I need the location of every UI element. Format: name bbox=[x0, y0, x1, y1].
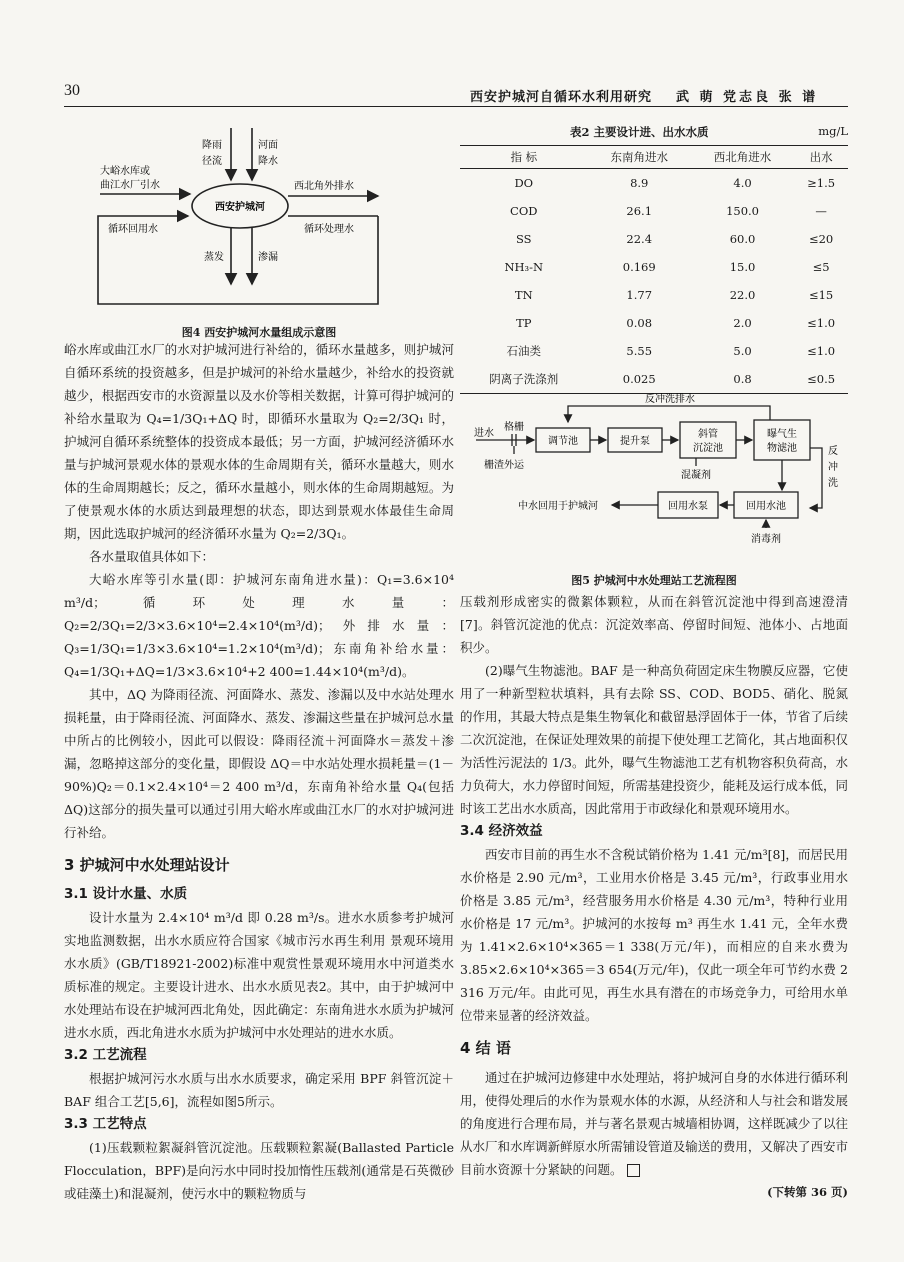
fig5-reuse-pump: 回用水泵 bbox=[668, 501, 708, 512]
table-cell: 22.4 bbox=[626, 232, 653, 246]
fig5-grille-station: 栅渣外运 bbox=[484, 460, 524, 471]
fig5-process-flow-diagram bbox=[470, 388, 846, 566]
fig4-rain-label-2: 径流 bbox=[202, 156, 222, 167]
fig4-evap-label: 蒸发 bbox=[204, 252, 224, 263]
fig5-regulating-tank: 调节池 bbox=[548, 436, 578, 447]
table-row bbox=[460, 225, 848, 253]
table-cell: 0.169 bbox=[622, 260, 656, 274]
right-paragraph-3: 西安市目前的再生水不含税试销价格为 1.41 元/m³[8]，而居民用水价格是 2.90 元/m³，工业用水价格是 3.45 元/m³，行政事业用水价格是 3.85 元/m³，经营服务用水价格是 4.30 元/m³，特种行业用水价格是 17 元/m³。护城河的水按每 m³ 再生水 1.41 元，全年水费为 1.41×2.6×10⁴×365＝1 338(万元/年)，而相应的自来水费为 3.85×2.6×10⁴×365＝3 654(万元/年)，仅此一项全年可节约水费 2 316 万元/年。由此可见，再生水具有潜在的市场竞争力，可给用水单位带来显著的经济效益。 bbox=[460, 847, 848, 1023]
section-3-4-heading: 3.4 经济效益 bbox=[460, 823, 543, 839]
fig4-rain-label-1: 降雨 bbox=[202, 140, 222, 151]
table-cell: ≤5 bbox=[812, 260, 830, 274]
right-paragraph-1: 压载剂形成密实的微絮体颗粒，从而在斜管沉淀池中得到高速澄清[7]。斜管沉淀池的优点：沉淀效率高、停留时间短、池体小、占地面积少。 bbox=[460, 594, 848, 655]
fig5-backwash-drain: 反冲洗排水 bbox=[645, 394, 695, 405]
right-paragraph-4 bbox=[460, 1066, 848, 1181]
table-cell: 0.08 bbox=[626, 316, 653, 330]
fig5-disinfectant: 消毒剂 bbox=[751, 534, 781, 545]
table2-title-row bbox=[460, 124, 848, 140]
table-cell: ≤1.0 bbox=[807, 316, 836, 330]
fig5-inflow: 进水 bbox=[474, 428, 494, 439]
table-cell: 1.77 bbox=[626, 288, 653, 302]
fig5-backwash-2: 冲 bbox=[828, 462, 838, 473]
table-cell: 5.55 bbox=[626, 344, 653, 358]
table2-header-southeast: 东南角进水 bbox=[588, 146, 691, 169]
left-paragraph-2: 各水量取值具体如下： bbox=[89, 549, 215, 564]
table-row bbox=[460, 337, 848, 365]
end-mark-icon bbox=[627, 1164, 640, 1177]
fig5-backwash-1: 反 bbox=[828, 446, 838, 457]
table-cell: DO bbox=[514, 176, 534, 190]
table-cell: ≥1.5 bbox=[807, 176, 836, 190]
table-cell: ≤20 bbox=[808, 232, 834, 246]
table-cell: 150.0 bbox=[726, 204, 759, 218]
fig5-caption: 图5 护城河中水处理站工艺流程图 bbox=[571, 574, 737, 587]
table-row bbox=[460, 309, 848, 337]
table2-header-indicator: 指 标 bbox=[460, 146, 588, 169]
fig4-drain-label: 西北角外排水 bbox=[294, 181, 354, 192]
left-paragraph-6: 根据护城河污水水质与出水水质要求，确定采用 BPF 斜管沉淀＋BAF 组合工艺[5,6]，流程如图5所示。 bbox=[64, 1071, 454, 1109]
fig5-baf-2: 物滤池 bbox=[767, 443, 797, 454]
left-paragraph-1: 峪水库或曲江水厂的水对护城河进行补给的，循环水量越多，则护城河自循环系统的投资越多，但是护城河的补给水量越少，补给水的投资就越少，根据西安市的水资源量以及水价等相关数据，计算可得护城河的补给水量取为 Q₄=1/3Q₁+ΔQ 时，即循环水量取为 Q₂=2/3Q₁ 时，护城河自循环系统整体的投资成本最低；另一方面，护城河经济循环水量与护城河景观水体的景观水体的生命周期有关，循环水量越大，则水体的生命周期越长；反之，循环水量越小，则水体的生命周期越短。为了使景观水体的水质达到最理想的状态，即达到景观水体最佳生命周期，因此选取护城河的经济循环水量为 Q₂=2/3Q₁。 bbox=[64, 342, 454, 541]
table2-unit: mg/L bbox=[818, 124, 848, 138]
table-cell: 60.0 bbox=[729, 232, 756, 246]
left-paragraph-5: 设计水量为 2.4×10⁴ m³/d 即 0.28 m³/s。进水水质参考护城河实地监测数据，出水水质应符合国家《城市污水再生利用 景观环境用水水质》(GB/T18921-2002)标准中观赏性景观环境用水中河道类水质标准的规定。主要设计进水、出水水质见表2。其中，由于护城河中水处理站布设在护城河西北角处，因此确定：东南角进水水质为护城河进水水质，西北角进水水质为护城河中水处理站的进水水质。 bbox=[64, 910, 454, 1040]
table-cell: NH₃-N bbox=[504, 260, 544, 274]
table-row bbox=[460, 169, 848, 198]
section-3-3-heading: 3.3 工艺特点 bbox=[64, 1116, 147, 1132]
fig4-river-label-2: 降水 bbox=[258, 156, 278, 167]
fig5-inclined-tube-2: 沉淀池 bbox=[693, 443, 723, 454]
table-cell: 8.9 bbox=[630, 176, 649, 190]
continued-note: (下转第 36 页) bbox=[767, 1185, 848, 1199]
table-cell: 阴离子洗涤剂 bbox=[460, 365, 588, 394]
section-3-heading: 3 护城河中水处理站设计 bbox=[64, 856, 230, 874]
table-cell: — bbox=[815, 204, 827, 218]
table-cell: 5.0 bbox=[733, 344, 752, 358]
fig4-water-balance-diagram bbox=[88, 124, 448, 316]
fig5-inclined-tube-1: 斜管 bbox=[698, 429, 718, 440]
table-cell: 15.0 bbox=[729, 260, 756, 274]
header-rule bbox=[64, 106, 848, 107]
conclusion-text: 通过在护城河边修建中水处理站，将护城河自身的水体进行循环利用，使得处理后的水作为景观水体的水源，从经济和人与社会和谐发展的角度进行合理布局，并与著名景观古城墙相协调，这样既减少了以往从水厂和水库调新鲜原水所需铺设管道及输送的费用，又解决了西安市目前水资源十分紧缺的问题。 bbox=[460, 1070, 848, 1177]
table-cell: ≤0.5 bbox=[794, 365, 848, 394]
fig5-coagulant: 混凝剂 bbox=[681, 470, 711, 481]
section-3-1-heading: 3.1 设计水量、水质 bbox=[64, 886, 188, 902]
fig4-reservoir-label-2: 曲江水厂引水 bbox=[100, 180, 160, 191]
running-title: 西安护城河自循环水利用研究 bbox=[470, 90, 653, 105]
table-cell: COD bbox=[510, 204, 538, 218]
table-cell: ≤15 bbox=[808, 288, 834, 302]
fig4-river-label-1: 河面 bbox=[258, 140, 278, 151]
fig5-baf-1: 曝气生 bbox=[767, 429, 797, 440]
table-cell: 0.8 bbox=[691, 365, 794, 394]
fig5-lift-pump: 提升泵 bbox=[620, 436, 650, 447]
table-cell: SS bbox=[516, 232, 532, 246]
table-cell: TN bbox=[514, 288, 533, 302]
fig4-seep-label: 渗漏 bbox=[258, 252, 278, 263]
running-authors: 武 萌 党志良 张 谱 bbox=[676, 90, 819, 105]
right-paragraph-2: (2)曝气生物滤池。BAF 是一种高负荷固定床生物膜反应器，它使用了一种新型粒状填料，具有去除 SS、COD、BOD5、硝化、脱氮的作用，其最大特点是集生物氧化和截留悬浮固体于一体，节省了后续二次沉淀池，在保证处理效果的前提下使处理工艺简化，其占地面积仅为活性污泥法的 1/3。此外，曝气生物滤池工艺有机物容积负荷高，水力负荷大，水力停留时间短，所需基建投资少，能耗及运行成本低，同时该工艺出水水质高，因此常用于市政绿化和景观环境用水。 bbox=[460, 663, 848, 816]
left-paragraph-3: 大峪水库等引水量(即：护城河东南角进水量)：Q₁=3.6×10⁴ m³/d；循环处理水量：Q₂=2/3Q₁=2/3×3.6×10⁴=2.4×10⁴(m³/d)；外排水量：Q₃=1/3Q₁=1/3×3.6×10⁴=1.2×10⁴(m³/d)；东南角补给水量：Q₄=1/3Q₁+ΔQ=1/3×3.6×10⁴+2 400=1.44×10⁴(m³/d)。 bbox=[64, 572, 454, 679]
table-row bbox=[460, 281, 848, 309]
section-3-2-heading: 3.2 工艺流程 bbox=[64, 1047, 147, 1063]
table-row bbox=[460, 197, 848, 225]
fig5-grille: 格栅 bbox=[504, 422, 524, 433]
table-cell: 4.0 bbox=[733, 176, 752, 190]
table-cell: ≤1.0 bbox=[807, 344, 836, 358]
table-cell: TP bbox=[516, 316, 532, 330]
table-cell: 22.0 bbox=[729, 288, 756, 302]
left-column bbox=[64, 338, 454, 1205]
table-row bbox=[460, 253, 848, 281]
fig4-reservoir-label-1: 大峪水库或 bbox=[100, 166, 150, 177]
table2-header-outflow: 出水 bbox=[794, 146, 848, 169]
table2-water-quality bbox=[460, 145, 848, 394]
fig4-center-label: 西安护城河 bbox=[215, 202, 265, 213]
section-4-heading: 4 结 语 bbox=[460, 1039, 511, 1057]
fig4-caption: 图4 西安护城河水量组成示意图 bbox=[181, 326, 337, 339]
table-cell: 石油类 bbox=[506, 344, 542, 358]
table-cell: 0.025 bbox=[588, 365, 691, 394]
page-number: 30 bbox=[64, 82, 80, 99]
fig5-backwash-3: 洗 bbox=[828, 478, 838, 489]
left-paragraph-7: (1)压载颗粒絮凝斜管沉淀池。压载颗粒絮凝(Ballasted Particle Flocculation，BPF)是向污水中同时投加惰性压载剂(通常是石英微砂或硅藻土)和混凝剂，使污水中的颗粒物质与 bbox=[64, 1140, 454, 1201]
fig4-treated-label: 循环处理水 bbox=[304, 224, 354, 235]
table2-header-northwest: 西北角进水 bbox=[691, 146, 794, 169]
table-cell: 2.0 bbox=[733, 316, 752, 330]
fig5-reuse-output: 中水回用于护城河 bbox=[518, 501, 598, 512]
right-column bbox=[460, 590, 848, 1204]
left-paragraph-4: 其中，ΔQ 为降雨径流、河面降水、蒸发、渗漏以及中水站处理水损耗量，由于降雨径流、河面降水、蒸发、渗漏这些量在护城河总水量中所占的比例较小，因此可以假设：降雨径流＋河面降水＝蒸发＋渗漏，忽略掉这部分的变化量，即假设 ΔQ＝中水站处理水损耗量＝(1－90%)Q₂＝0.1×2.4×10⁴＝2 400 m³/d，东南角补给水量 Q₄(包括 ΔQ)这部分的损失量可以通过引用大峪水库或曲江水厂的水对护城河进行补给。 bbox=[64, 687, 454, 840]
table2-title: 表2 主要设计进、出水水质 bbox=[570, 125, 709, 139]
fig4-return-label: 循环回用水 bbox=[108, 224, 158, 235]
table-cell: 26.1 bbox=[626, 204, 653, 218]
fig5-reuse-tank: 回用水池 bbox=[746, 501, 786, 512]
